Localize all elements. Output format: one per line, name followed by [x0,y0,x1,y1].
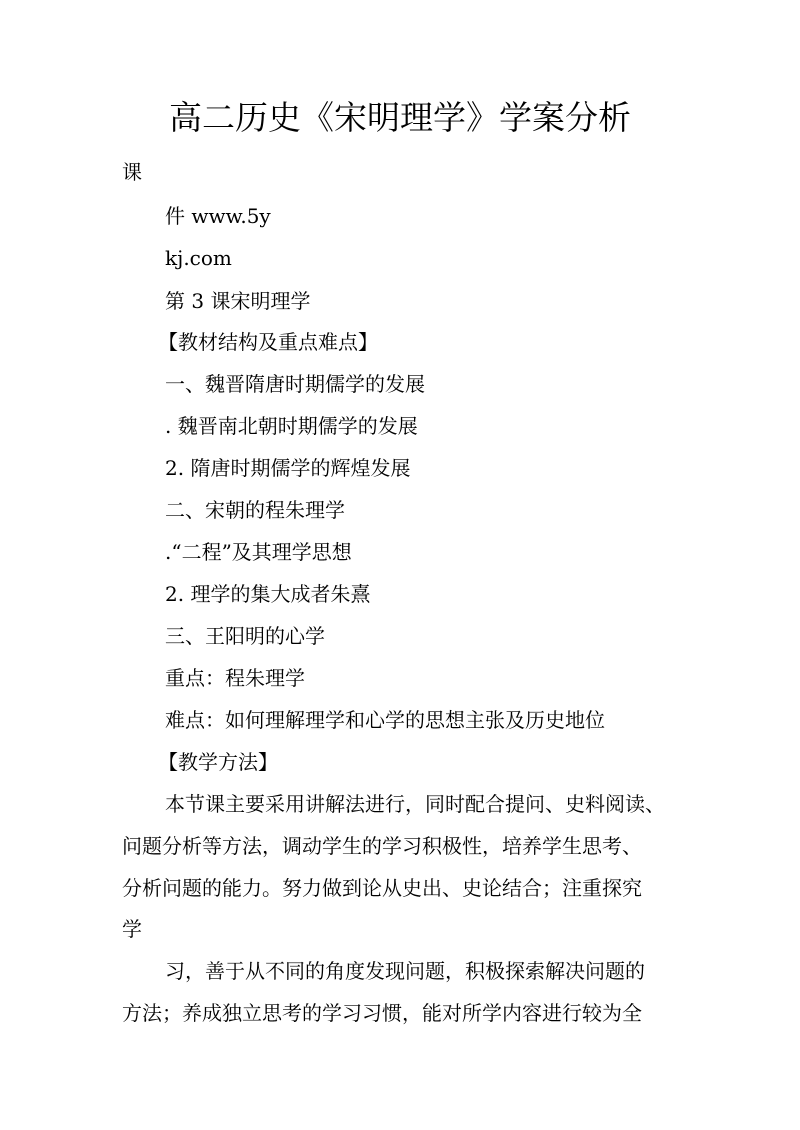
difficult-point: 难点：如何理解理学和心学的思想主张及历史地位 [165,708,605,732]
key-point: 重点：程朱理学 [165,666,305,690]
section-heading: 【教材结构及重点难点】 [158,330,378,354]
outline-item: 一、魏晋隋唐时期儒学的发展 [165,372,425,396]
paragraph-line: 习，善于从不同的角度发现问题，积极探索解决问题的 [165,959,645,983]
outline-subitem: 2. 理学的集大成者朱熹 [165,582,371,606]
outline-subitem: . 魏晋南北朝时期儒学的发展 [165,414,418,438]
paragraph-line: 学 [122,917,142,941]
paragraph-line: 本节课主要采用讲解法进行，同时配合提问、史料阅读、 [165,792,665,816]
paragraph-line: 分析问题的能力。努力做到论从史出、史论结合；注重探究 [122,876,642,900]
outline-subitem: .“二程”及其理学思想 [165,540,352,564]
lesson-heading: 第 3 课宋明理学 [165,289,311,313]
paragraph-line: 问题分析等方法，调动学生的学习积极性，培养学生思考、 [122,834,642,858]
outline-subitem: 2. 隋唐时期儒学的辉煌发展 [165,456,411,480]
document-title: 高二历史《宋明理学》学案分析 [169,98,631,137]
paragraph-line: 方法；养成独立思考的学习习惯，能对所学内容进行较为全 [122,1001,642,1025]
outline-item: 三、王阳明的心学 [165,624,325,648]
text-line: kj.com [165,246,232,270]
outline-item: 二、宋朝的程朱理学 [165,498,345,522]
section-heading: 【教学方法】 [158,750,278,774]
text-line: 课 [122,160,142,184]
text-line: 件 www.5y [165,204,271,228]
